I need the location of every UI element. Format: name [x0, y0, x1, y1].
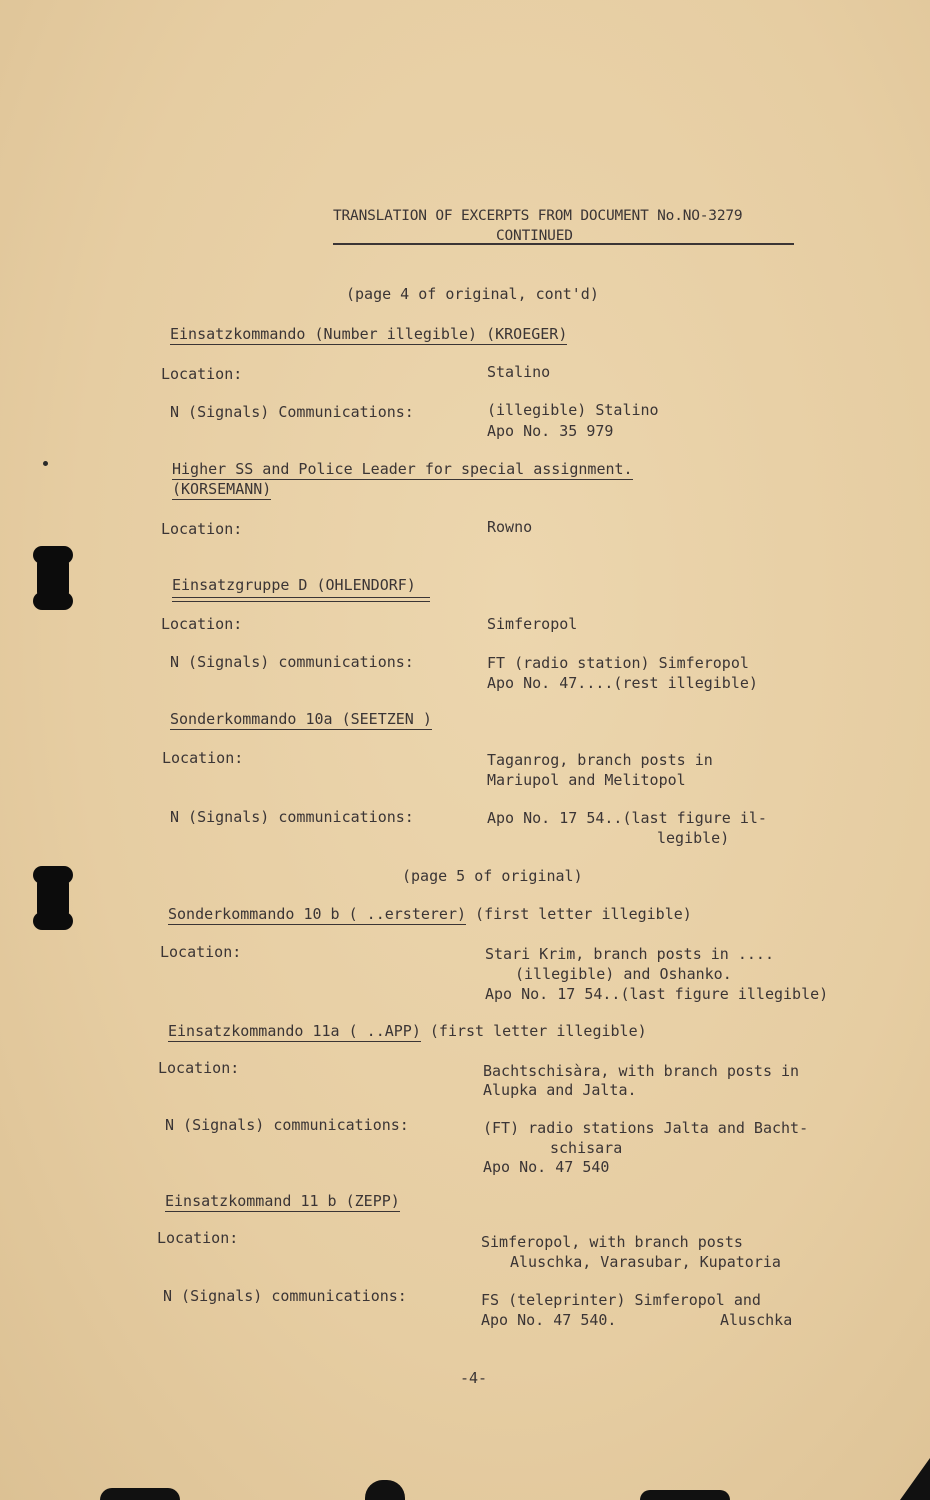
signals-value: Apo No. 47....(rest illegible) [487, 674, 758, 692]
section-heading [168, 904, 692, 924]
document-title-continued: CONTINUED [496, 228, 573, 244]
section-heading-text: Sonderkommando 10 b ( ..ersterer) [168, 905, 467, 923]
section-heading-text: Sonderkommando 10a (SEETZEN ) [170, 710, 432, 728]
location-value: Aluschka, Varasubar, Kupatoria [510, 1253, 781, 1271]
location-value: Stalino [487, 363, 551, 381]
section-heading-text: Einsatzkommando 11a ( ..APP) [168, 1022, 421, 1040]
section-heading-text: Einsatzkommand 11 b (ZEPP) [165, 1192, 400, 1210]
bottom-edge-mark [100, 1488, 180, 1500]
location-value: Simferopol, with branch posts [481, 1233, 743, 1251]
signals-label: N (Signals) communications: [170, 808, 414, 826]
section-heading [168, 1021, 647, 1041]
document-title: TRANSLATION OF EXCERPTS FROM DOCUMENT No.NO-3279 [333, 208, 743, 224]
section-heading [165, 1191, 400, 1211]
signals-value: Aluschka [720, 1311, 793, 1329]
page-reference: (page 5 of original) [402, 867, 583, 885]
section-heading-note: (first letter illegible) [420, 1022, 647, 1040]
title-underline [333, 243, 794, 245]
location-label: Location: [162, 749, 244, 767]
signals-value: (FT) radio stations Jalta and Bacht- [483, 1119, 809, 1137]
signals-value: Apo No. 47 540. [481, 1311, 617, 1329]
signals-value: Apo No. 17 54..(last figure il- [487, 809, 767, 827]
location-label: Location: [161, 365, 243, 383]
signals-value: FT (radio station) Simferopol [487, 654, 749, 672]
signals-label: N (Signals) communications: [165, 1116, 409, 1134]
section-heading-text: Einsatzkommando (Number illegible) (KROEGER) [170, 325, 568, 343]
signals-label: N (Signals) communications: [170, 653, 414, 671]
location-value: Rowno [487, 518, 533, 536]
location-value: (illegible) and Oshanko. [515, 965, 732, 983]
location-label: Location: [160, 943, 242, 961]
location-value: Mariupol and Melitopol [487, 771, 686, 789]
location-value: Bachtschisàra, with branch posts in [483, 1062, 800, 1080]
bottom-edge-mark [365, 1480, 405, 1500]
location-value: Taganrog, branch posts in [487, 751, 713, 769]
section-heading-note: (first letter illegible) [466, 905, 692, 923]
punch-hole-top [37, 548, 69, 608]
signals-value: schisara [550, 1139, 623, 1157]
section-heading [172, 459, 633, 479]
bottom-right-corner-mark [900, 1458, 930, 1500]
section-heading [170, 324, 567, 344]
signals-value: legible) [657, 829, 730, 847]
location-value: Simferopol [487, 615, 578, 633]
location-value: Alupka and Jalta. [483, 1081, 637, 1099]
section-heading [170, 709, 432, 729]
signals-label: N (Signals) communications: [163, 1287, 407, 1305]
location-label: Location: [157, 1229, 239, 1247]
bottom-edge-mark [640, 1490, 730, 1500]
paper-speck [43, 461, 48, 466]
location-label: Location: [161, 520, 243, 538]
location-label: Location: [161, 615, 243, 633]
page-reference: (page 4 of original, cont'd) [346, 285, 599, 303]
punch-hole-bottom [37, 868, 69, 928]
page-number: -4- [460, 1369, 488, 1387]
heading-double-underline [172, 597, 430, 602]
section-heading-text: (KORSEMANN) [172, 480, 272, 498]
location-value: Stari Krim, branch posts in .... [485, 945, 774, 963]
signals-value: (illegible) Stalino [487, 401, 659, 419]
signals-value: FS (teleprinter) Simferopol and [481, 1291, 761, 1309]
section-heading-text: Higher SS and Police Leader for special assignment. [172, 460, 633, 478]
section-heading [172, 479, 271, 499]
location-label: Location: [158, 1059, 240, 1077]
signals-label: N (Signals) Communications: [170, 403, 414, 421]
location-value: Apo No. 17 54..(last figure illegible) [485, 985, 829, 1003]
signals-value: Apo No. 47 540 [483, 1158, 610, 1176]
section-heading-text: Einsatzgruppe D (OHLENDORF) [172, 576, 416, 594]
signals-value: Apo No. 35 979 [487, 422, 614, 440]
